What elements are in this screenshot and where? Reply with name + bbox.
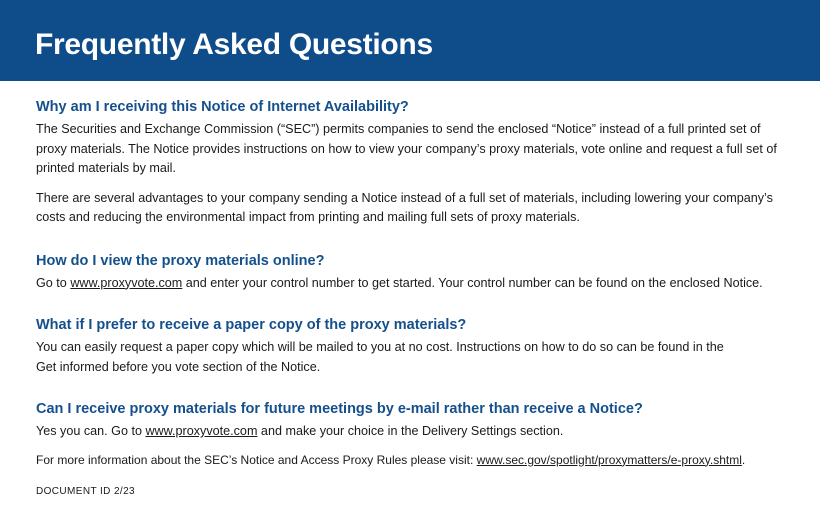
more-info-text-pre: For more information about the SEC’s Notice and Access Proxy Rules please visit:	[36, 452, 477, 467]
sec-eproxy-link[interactable]: www.sec.gov/spotlight/proxymatters/e-proxy.shtml	[476, 452, 742, 467]
faq-content	[0, 81, 820, 497]
faq-question-2: How do I view the proxy materials online?	[36, 252, 325, 269]
faq-answer-2-text-post: and enter your control number to get started. Your control number can be found on the enclosed Notice.	[182, 275, 763, 290]
faq-question-3: What if I prefer to receive a paper copy of the proxy materials?	[36, 317, 467, 333]
faq-answer-2	[36, 274, 792, 294]
proxyvote-link[interactable]: www.proxyvote.com	[70, 275, 183, 290]
faq-question-1: Why am I receiving this Notice of Internet Availability?	[36, 99, 409, 115]
proxyvote-link-delivery[interactable]: www.proxyvote.com	[145, 424, 258, 438]
faq-answer-4-text-post: and make your choice in the Delivery Settings section.	[257, 424, 564, 438]
faq-answer-3	[36, 338, 792, 377]
faq-question-4: Can I receive proxy materials for future meetings by e-mail rather than receive a Notice?	[36, 401, 643, 417]
more-info-note	[36, 451, 792, 469]
more-info-text-post: .	[741, 452, 746, 467]
header-banner	[0, 0, 820, 81]
page-title: Frequently Asked Questions	[35, 28, 433, 61]
faq-answer-1-paragraph-2: There are several advantages to your company sending a Notice instead of a full set of materials, including lowering your company’s costs and reducing the environmental impact from printing and mailing full sets of proxy materials.	[36, 190, 773, 224]
document-id: DOCUMENT ID 2/23	[36, 485, 136, 497]
faq-answer-3-line-1: You can easily request a paper copy which will be mailed to you at no cost. Instructions on how to do so can be found in the	[36, 340, 724, 354]
faq-answer-2-text-pre: Go to	[36, 275, 71, 290]
faq-answer-1-paragraph-1: The Securities and Exchange Commission (“SEC”) permits companies to send the enclosed “Notice” instead of a full printed set of proxy materials. The Notice provides instructions on how to view your company’s proxy materials, vote online and request a full set of printed materials by mail.	[36, 122, 777, 175]
faq-answer-4-text-pre: Yes you can. Go to	[36, 424, 146, 438]
faq-answer-3-line-2: Get informed before you vote section of the Notice.	[36, 359, 321, 374]
faq-answer-4	[36, 422, 792, 442]
